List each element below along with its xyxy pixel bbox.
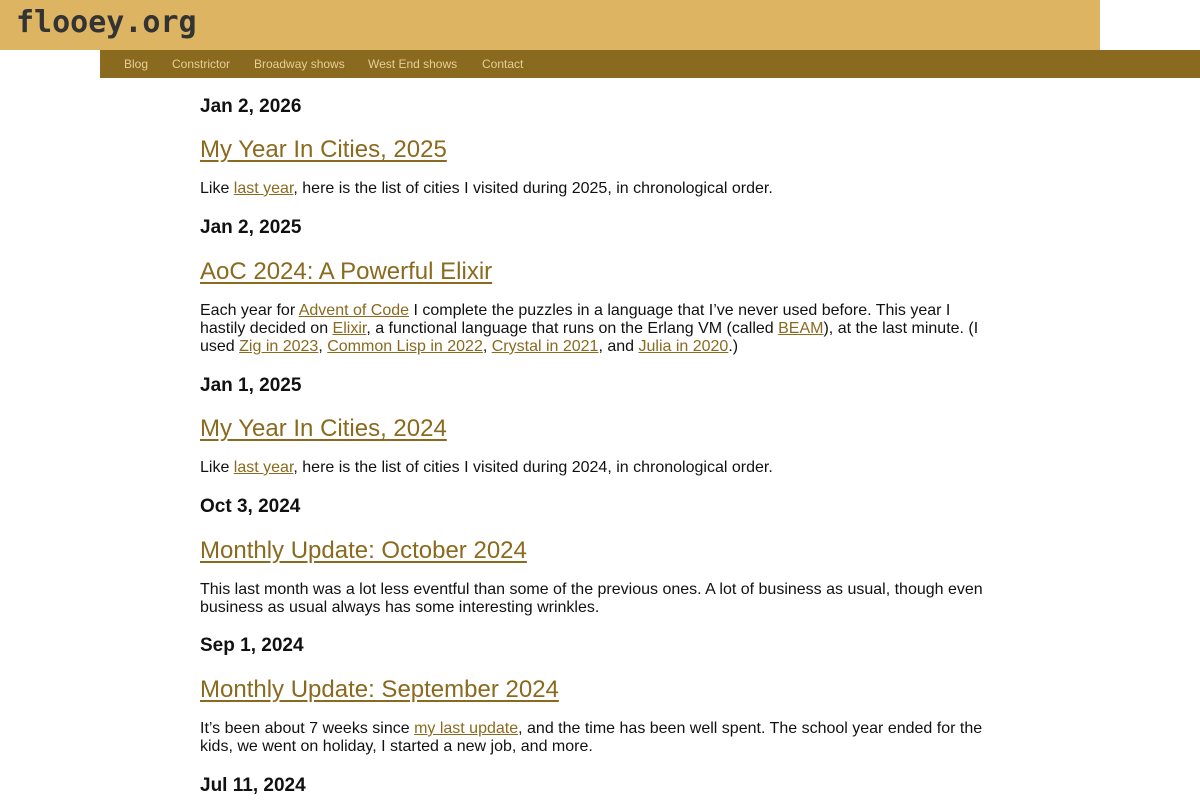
excerpt-link-last-year[interactable]: last year (233, 180, 294, 197)
excerpt-link-last-year[interactable]: last year (233, 459, 294, 476)
excerpt-link-common-lisp-2022[interactable]: Common Lisp in 2022 (327, 338, 483, 355)
nav-item-constrictor[interactable]: Constrictor (172, 57, 231, 71)
excerpt-link-elixir[interactable]: Elixir (332, 320, 367, 337)
post-title-link[interactable]: My Year In Cities, 2024 (200, 415, 447, 442)
post-title-link[interactable]: Monthly Update: October 2024 (200, 537, 527, 564)
post-excerpt: Each year for Advent of Code I complete the puzzles in a language that I’ve never used before. This year I hastily decided on Elixir, a functional language that runs on the Erlang VM (called BEAM), at the last minute. (I used Zig in 2023, Common Lisp in 2022, Crystal in 2021, and Julia in 2020.) (200, 302, 979, 355)
excerpt-link-beam[interactable]: BEAM (778, 320, 824, 337)
post-title-link[interactable]: Monthly Update: September 2024 (200, 676, 559, 703)
nav-item-contact[interactable]: Contact (482, 57, 524, 71)
excerpt-link-advent-of-code[interactable]: Advent of Code (298, 302, 410, 319)
post-date: Jan 2, 2025 (200, 217, 302, 238)
post-title-link[interactable]: AoC 2024: A Powerful Elixir (200, 258, 493, 285)
post-date: Sep 1, 2024 (200, 635, 304, 656)
post-excerpt: Like last year, here is the list of cities I visited during 2025, in chronological order. (200, 180, 773, 197)
site-title-link[interactable]: flooey.org (16, 5, 197, 40)
post-date: Jan 2, 2026 (200, 96, 302, 117)
excerpt-link-crystal-2021[interactable]: Crystal in 2021 (491, 338, 599, 355)
post-date: Jul 11, 2024 (200, 775, 306, 796)
excerpt-link-my-last-update[interactable]: my last update (414, 720, 519, 737)
post-excerpt: This last month was a lot less eventful than some of the previous ones. A lot of business as usual, though even business as usual always has some interesting wrinkles. (200, 581, 983, 616)
excerpt-link-julia-2020[interactable]: Julia in 2020 (638, 338, 729, 355)
excerpt-link-zig-2023[interactable]: Zig in 2023 (239, 338, 319, 355)
nav-item-west-end-shows[interactable]: West End shows (368, 57, 458, 71)
post-excerpt: Like last year, here is the list of cities I visited during 2024, in chronological order. (200, 459, 773, 476)
post-date: Jan 1, 2025 (200, 375, 302, 396)
post-excerpt: It’s been about 7 weeks since my last update, and the time has been well spent. The school year ended for the kids, we went on holiday, I started a new job, and more. (200, 720, 983, 755)
site-header (0, 0, 1100, 50)
nav-item-broadway-shows[interactable]: Broadway shows (254, 57, 345, 71)
post-title-link[interactable]: My Year In Cities, 2025 (200, 136, 447, 163)
nav-item-blog[interactable]: Blog (124, 57, 149, 71)
post-date: Oct 3, 2024 (200, 496, 301, 517)
nav-bar (100, 50, 1200, 78)
